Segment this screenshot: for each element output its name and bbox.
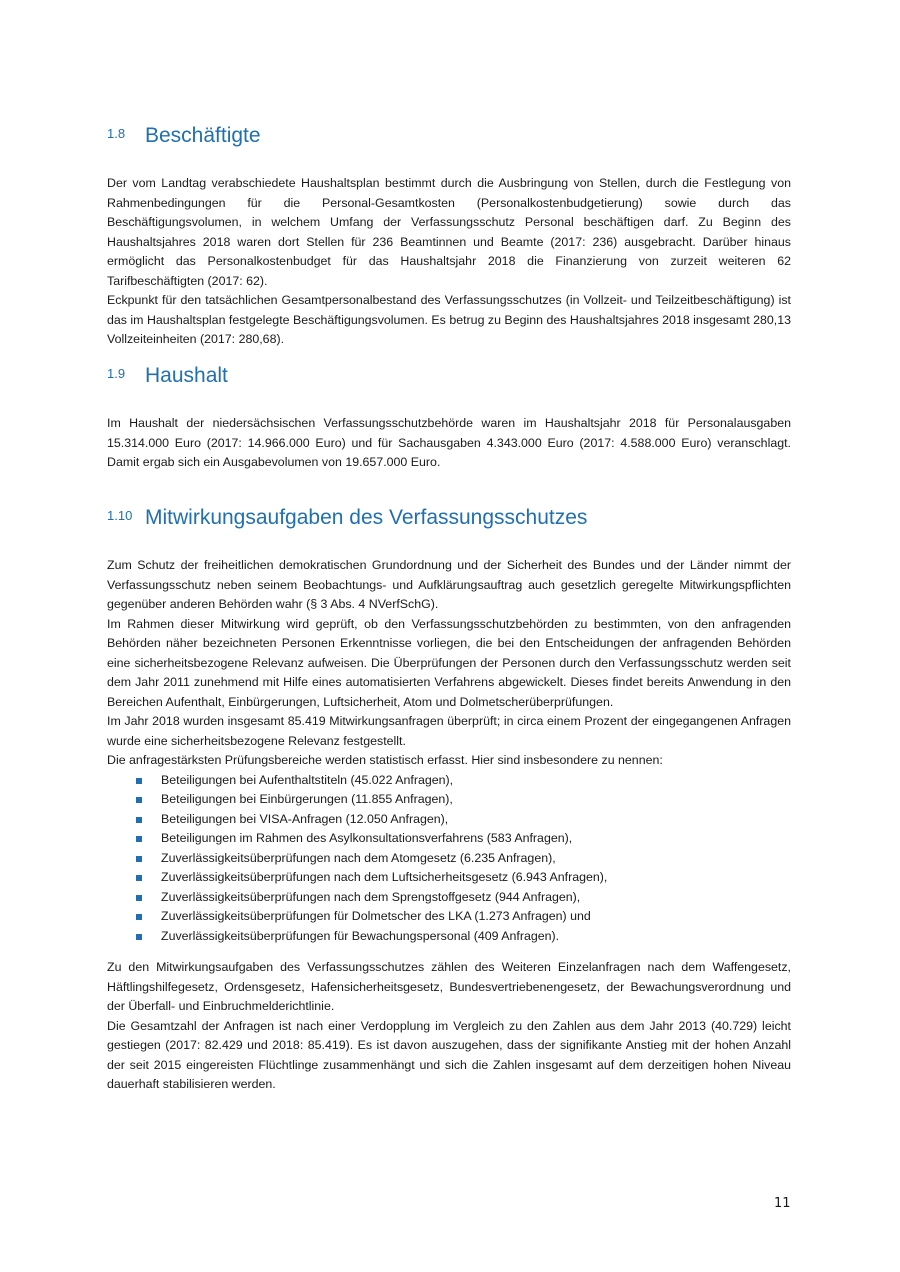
list-item-text: Zuverlässigkeitsüberprüfungen für Bewachungspersonal (409 Anfragen). [161, 928, 560, 943]
paragraph: Im Rahmen dieser Mitwirkung wird geprüft, ob den Verfassungsschutzbehörden zu bestimmten, von den anfragenden Behörden näher bezeichneten Personen Erkenntnisse vorliegen, die bei den Entscheidungen der anfragenden Behörden eine sicherheitsbezogene Relevanz aufweisen. Die Überprüfungen der Personen durch den Verfassungsschutz werden seit dem Jahr 2011 zunehmend mit Hilfe eines automatisierten Verfahrens abgewickelt. Dieses findet bereits Anwendung in den Bereichen Aufenthalt, Einbürgerungen, Luftsicherheit, Atom und Dolmetscherüberprüfungen. [107, 616, 791, 709]
section-heading [107, 364, 791, 394]
paragraph: Der vom Landtag verabschiedete Haushaltsplan bestimmt durch die Ausbringung von Stellen, durch die Festlegung von Rahmenbedingungen für die Personal-Gesamtkosten (Personalkostenbudgetierung) sowie durch das Beschäftigungsvolumen, in welchem Umfang der Verfassungsschutz Personal beschäftigen darf. Zu Beginn des Haushaltsjahres 2018 waren dort Stellen für 236 Beamtinnen und Beamte (2017: 236) ausgebracht. Darüber hinaus ermöglicht das Personalkostenbudget für das Haushaltsjahr 2018 die Finanzierung von zurzeit weiteren 62 Tarifbeschäftigten (2017: 62). [107, 176, 791, 288]
paragraph: Eckpunkt für den tatsächlichen Gesamtpersonalbestand des Verfassungsschutzes (in Vollzeit- und Teilzeitbeschäftigung) ist das im Haushaltsplan festgelegte Beschäftigungsvolumen. Es betrug zu Beginn des Haushaltsjahres 2018 insgesamt 280,13 Vollzeiteinheiten (2017: 280,68). [107, 293, 791, 346]
paragraph: Die anfragestärksten Prüfungsbereiche werden statistisch erfasst. Hier sind insbesondere zu nennen: [107, 753, 663, 767]
list-item-text: Beteiligungen bei Einbürgerungen (11.855 Anfragen), [161, 792, 453, 806]
list-item-text: Zuverlässigkeitsüberprüfungen nach dem Luftsicherheitsgesetz (6.943 Anfragen), [161, 870, 608, 884]
bullet-square-icon [136, 895, 142, 901]
bullet-square-icon [136, 934, 142, 940]
list-item-text: Zuverlässigkeitsüberprüfungen nach dem Sprengstoffgesetz (944 Anfragen), [161, 889, 581, 904]
section-beschaeftigte [107, 124, 791, 350]
list-item-text: Beteiligungen bei Aufenthaltstiteln (45.022 Anfragen), [161, 772, 454, 787]
section-title: Mitwirkungsaufgaben des Verfassungsschutzes [145, 506, 588, 529]
paragraph: Zum Schutz der freiheitlichen demokratischen Grundordnung und der Sicherheit des Bundes und der Länder nimmt der Verfassungsschutz neben seinem Beobachtungs- und Aufklärungsauftrag auch gesetzlich geregelte Mitwirkungspflichten gegenüber anderen Behörden wahr (§ 3 Abs. 4 NVerfSchG). [107, 558, 791, 611]
bullet-square-icon [136, 914, 142, 920]
bullet-square-icon [136, 836, 142, 842]
list-item [107, 907, 791, 927]
bullet-square-icon [136, 797, 142, 803]
section-title: Beschäftigte [145, 124, 261, 147]
list-item-text: Beteiligungen im Rahmen des Asylkonsultationsverfahrens (583 Anfragen), [161, 831, 573, 845]
section-heading [107, 124, 791, 154]
section-number: 1.10 [107, 508, 133, 523]
paragraph: Zu den Mitwirkungsaufgaben des Verfassungsschutzes zählen des Weiteren Einzelanfragen nach dem Waffengesetz, Häftlingshilfegesetz, Ordensgesetz, Hafensicherheitsgesetz, Bundesvertriebenengesetz, der Bewachungsverordnung und der Überfall- und Einbruchmelderichtlinie. [107, 960, 791, 1013]
page-number: 11 [774, 1196, 791, 1211]
bullet-square-icon [136, 817, 142, 823]
list-item [107, 790, 791, 810]
list-item [107, 810, 791, 830]
list-item [107, 771, 791, 791]
bullet-square-icon [136, 856, 142, 862]
list-item-text: Zuverlässigkeitsüberprüfungen für Dolmetscher des LKA (1.273 Anfragen) und [161, 909, 591, 923]
section-number: 1.8 [107, 126, 126, 141]
paragraph: Im Jahr 2018 wurden insgesamt 85.419 Mitwirkungsanfragen überprüft; in circa einem Prozent der eingegangenen Anfragen wurde eine sicherheitsbezogene Relevanz festgestellt. [107, 714, 791, 748]
section-title: Haushalt [145, 364, 228, 387]
list-item [107, 927, 791, 947]
list-item-text: Beteiligungen bei VISA-Anfragen (12.050 Anfragen), [161, 811, 449, 826]
list-item [107, 829, 791, 849]
bullet-square-icon [136, 778, 142, 784]
list-item-text: Zuverlässigkeitsüberprüfungen nach dem Atomgesetz (6.235 Anfragen), [161, 850, 556, 865]
list-item [107, 888, 791, 908]
bullet-square-icon [136, 875, 142, 881]
section-number: 1.9 [107, 366, 126, 381]
bullet-list [107, 771, 791, 947]
paragraph: Die Gesamtzahl der Anfragen ist nach einer Verdopplung im Vergleich zu den Zahlen aus dem Jahr 2013 (40.729) leicht gestiegen (2017: 82.429 und 2018: 85.419). Es ist davon auszugehen, dass der signifikante Anstieg mit der hohen Anzahl der seit 2015 eingereisten Flüchtlinge zusammenhängt und sich die Zahlen insgesamt auf dem derzeitigen hohen Niveau dauerhaft stabilisieren werden. [107, 1018, 791, 1091]
section-haushalt [107, 364, 791, 473]
paragraph: Im Haushalt der niedersächsischen Verfassungsschutzbehörde waren im Haushaltsjahr 2018 für Personalausgaben 15.314.000 Euro (2017: 14.966.000 Euro) und für Sachausgaben 4.343.000 Euro (2017: 4.588.000 Euro) veranschlagt. Damit ergab sich ein Ausgabevolumen von 19.657.000 Euro. [107, 416, 791, 469]
list-item [107, 868, 791, 888]
list-item [107, 849, 791, 869]
section-mitwirkungsaufgaben [107, 506, 791, 1095]
section-heading [107, 506, 791, 536]
